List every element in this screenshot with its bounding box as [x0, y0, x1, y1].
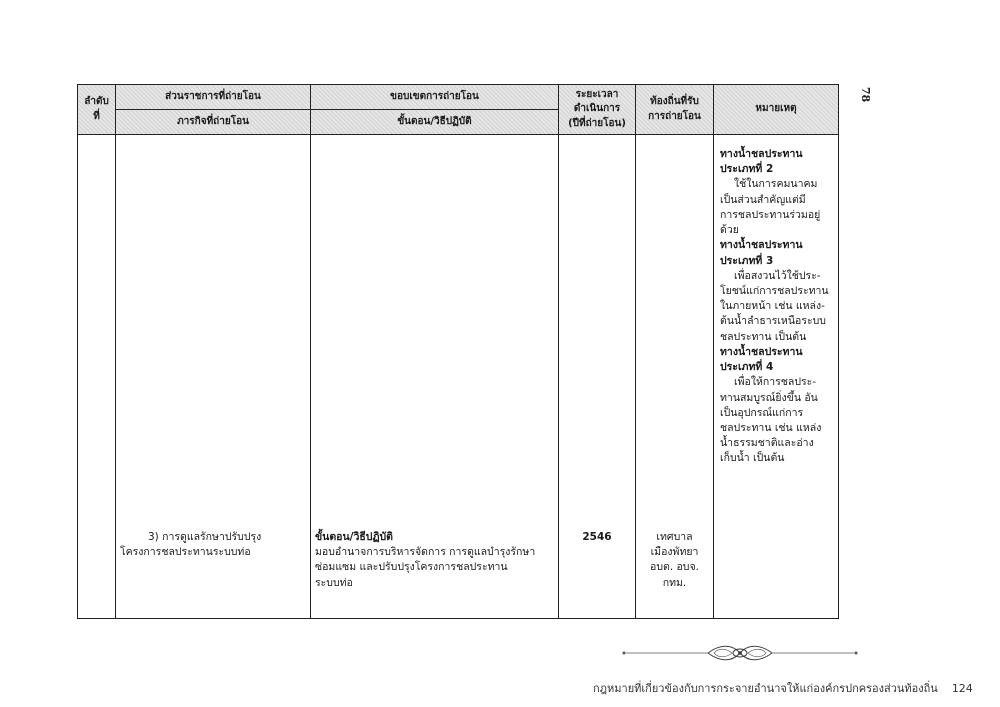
remarks-line: ชลประทาน เช่น แหล่ง	[720, 421, 822, 434]
header-seq: ลำดับที่	[78, 85, 116, 135]
header-receiver-line2: การถ่ายโอน	[648, 110, 701, 122]
page-footer	[593, 679, 973, 697]
remarks-line: ทางน้ำชลประทาน	[720, 345, 803, 358]
remarks-line: ด้วย	[720, 224, 739, 237]
receiver-line: กทม.	[662, 576, 687, 589]
header-period-line2: ดำเนินการ	[573, 103, 621, 115]
header-agency: ส่วนราชการที่ถ่ายโอน	[116, 85, 311, 110]
cell-mission	[116, 135, 311, 619]
cell-seq	[78, 135, 116, 619]
remarks-line: ทางน้ำชลประทาน	[720, 239, 803, 252]
header-period-line1: ระยะเวลา	[575, 88, 619, 100]
remarks-line: โยชน์แก่การชลประทาน	[720, 284, 829, 297]
header-procedure: ขั้นตอน/วิธีปฏิบัติ	[311, 110, 559, 135]
scope-line: ซ่อมแซม และปรับปรุงโครงการชลประทาน	[315, 561, 508, 574]
transfer-table	[77, 84, 839, 619]
remarks-line: ทางน้ำชลประทาน	[720, 148, 803, 160]
cell-year	[559, 135, 636, 619]
remarks-line: เพื่อให้การชลประ-	[734, 376, 817, 389]
remarks-line: ต้นน้ำลำธารเหนือระบบ	[720, 315, 826, 328]
remarks-line: ทานสมบูรณ์ยิ่งขึ้น อัน	[720, 391, 818, 404]
remarks-line: ในภายหน้า เช่น แหล่ง-	[720, 300, 825, 313]
receiver-line: เมืองพัทยา	[650, 546, 699, 559]
header-remarks: หมายเหตุ	[714, 85, 839, 135]
header-scope: ขอบเขตการถ่ายโอน	[311, 85, 559, 110]
scope-line: มอบอำนาจการบริหารจัดการ การดูแลบำรุงรักษา	[315, 546, 536, 559]
mission-line: โครงการชลประทานระบบท่อ	[120, 546, 251, 559]
remarks-line: ประเภทที่ 4	[720, 361, 774, 374]
remarks-line: เพื่อสงวนไว้ใช้ประ-	[734, 269, 821, 282]
remarks-line: ประเภทที่ 3	[720, 254, 774, 267]
cell-scope	[311, 135, 559, 619]
remarks-line: น้ำธรรมชาติและอ่าง	[720, 437, 814, 450]
remarks-line: ชลประทาน เป็นต้น	[720, 330, 807, 343]
remarks-text	[714, 135, 838, 467]
remarks-line: เก็บน้ำ เป็นต้น	[720, 452, 785, 465]
header-receiver-line1: ท้องถิ่นที่รับ	[650, 96, 699, 107]
receiver-line: อบต. อบจ.	[650, 561, 699, 574]
header-receiver	[636, 85, 714, 135]
table-row	[78, 135, 839, 619]
footer-title: กฎหมายที่เกี่ยวข้องกับการกระจายอำนาจให้แก่องค์กรปกครองส่วนท้องถิ่น	[593, 682, 938, 695]
header-mission: ภารกิจที่ถ่ายโอน	[116, 110, 311, 135]
footer-page-number: 124	[951, 682, 973, 695]
year-value: 2546	[582, 531, 612, 543]
remarks-line: ใช้ในการคมนาคม	[734, 178, 818, 191]
mission-line: 3) การดูแลรักษาปรับปรุง	[148, 531, 262, 543]
cell-remarks	[714, 135, 839, 619]
header-period	[559, 85, 636, 135]
remarks-line: ประเภทที่ 2	[720, 163, 774, 176]
remarks-line: เป็นอุปกรณ์แก่การ	[720, 406, 804, 419]
header-period-line3: (ปีที่ถ่ายโอน)	[568, 117, 626, 129]
cell-receiver	[636, 135, 714, 619]
scope-line: ระบบท่อ	[315, 576, 353, 589]
decorative-divider-icon	[620, 640, 860, 666]
remarks-line: เป็นส่วนสำคัญแต่มี	[720, 193, 806, 206]
rotated-page-label: 78	[859, 86, 873, 103]
remarks-line: การชลประทานร่วมอยู่	[720, 208, 821, 221]
scope-heading: ขั้นตอน/วิธีปฏิบัติ	[315, 531, 393, 543]
receiver-line: เทศบาล	[656, 531, 693, 543]
